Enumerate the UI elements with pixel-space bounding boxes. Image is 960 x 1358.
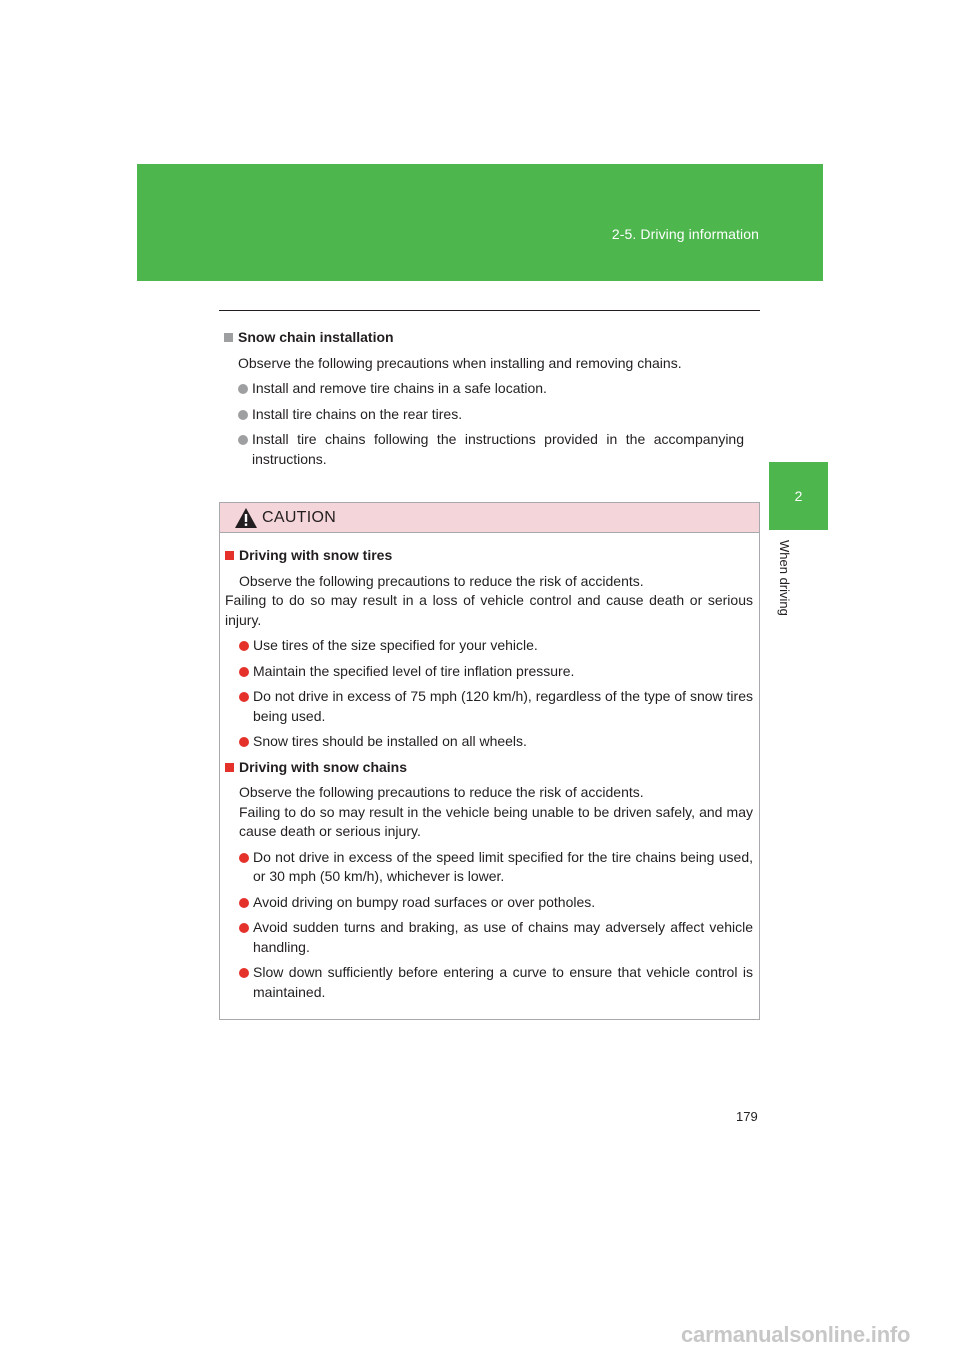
bullet-dot-icon	[239, 737, 249, 747]
list-item	[239, 848, 753, 887]
list-item-text: Install and remove tire chains in a safe location.	[252, 380, 547, 396]
bullet-dot-icon	[239, 923, 249, 933]
square-bullet-icon	[225, 763, 234, 772]
list-item-text: Slow down sufficiently before entering a curve to ensure that vehicle control is maintained.	[253, 964, 753, 1000]
chapter-number: 2	[794, 488, 803, 504]
list-item-text: Snow tires should be installed on all wheels.	[253, 733, 527, 749]
list-item	[239, 918, 753, 957]
bullet-dot-icon	[238, 435, 248, 445]
list-item	[239, 963, 753, 1002]
section-title: 2-5. Driving information	[611, 226, 759, 242]
caution-section-heading	[225, 546, 753, 566]
chapter-tab	[769, 462, 828, 530]
list-item	[239, 687, 753, 726]
paragraph: Failing to do so may result in the vehicle being unable to be driven safely, and may cause death or serious injury.	[239, 803, 753, 839]
list-item-text: Avoid sudden turns and braking, as use of chains may adversely affect vehicle handling.	[253, 919, 753, 955]
caution-header	[220, 503, 759, 533]
section-heading-text: Snow chain installation	[238, 329, 394, 345]
paragraph: Observe the following precautions when installing and removing chains.	[238, 354, 682, 371]
caution-box	[219, 502, 760, 1020]
page-number: 179	[736, 1109, 758, 1124]
square-bullet-icon	[224, 333, 233, 342]
list-item-text: Do not drive in excess of 75 mph (120 km/h), regardless of the type of snow tires being used.	[253, 688, 753, 724]
caution-section-heading-text: Driving with snow tires	[239, 547, 393, 563]
bullet-dot-icon	[239, 692, 249, 702]
list-item	[239, 636, 753, 656]
list-item	[238, 430, 744, 469]
bullet-dot-icon	[238, 384, 248, 394]
caution-section-snow-tires	[225, 546, 753, 752]
list-item	[239, 662, 753, 682]
bullet-dot-icon	[239, 853, 249, 863]
paragraph: Observe the following precautions to reduce the risk of accidents.	[239, 572, 644, 589]
list-item-text: Use tires of the size specified for your vehicle.	[253, 637, 538, 653]
square-bullet-icon	[225, 551, 234, 560]
caution-section-snow-chains	[225, 758, 753, 1003]
list-item-text: Install tire chains on the rear tires.	[252, 405, 463, 422]
list-item	[238, 405, 744, 425]
bullet-dot-icon	[238, 410, 248, 420]
chapter-side-label: When driving	[777, 540, 792, 616]
bullet-dot-icon	[239, 667, 249, 677]
top-divider	[219, 310, 760, 311]
list-item-text: Do not drive in excess of the speed limit specified for the tire chains being used, or 30 mph (50 km/h), whichever is lower.	[253, 848, 753, 884]
section-heading	[224, 328, 744, 348]
warning-triangle-icon	[234, 507, 258, 529]
list-item-text: Maintain the specified level of tire inflation pressure.	[253, 662, 575, 679]
list-item-text: Install tire chains following the instructions provided in the accompanying instructions.	[252, 431, 744, 467]
list-item	[239, 732, 753, 752]
caution-section-heading-text: Driving with snow chains	[239, 758, 408, 775]
snow-chain-installation-section	[224, 328, 744, 469]
paragraph: Observe the following precautions to reduce the risk of accidents.	[239, 784, 644, 800]
list-item	[239, 893, 753, 913]
bullet-dot-icon	[239, 898, 249, 908]
list-item	[238, 379, 744, 399]
caution-body	[220, 533, 759, 1002]
bullet-dot-icon	[239, 968, 249, 978]
caution-section-heading	[225, 758, 753, 778]
caution-title: CAUTION	[262, 508, 337, 526]
paragraph: Failing to do so may result in a loss of vehicle control and cause death or serious injury.	[225, 592, 753, 628]
watermark: carmanualsonline.info	[681, 1322, 911, 1347]
section-header-band	[137, 164, 823, 281]
bullet-dot-icon	[239, 641, 249, 651]
list-item-text: Avoid driving on bumpy road surfaces or over potholes.	[253, 893, 596, 910]
